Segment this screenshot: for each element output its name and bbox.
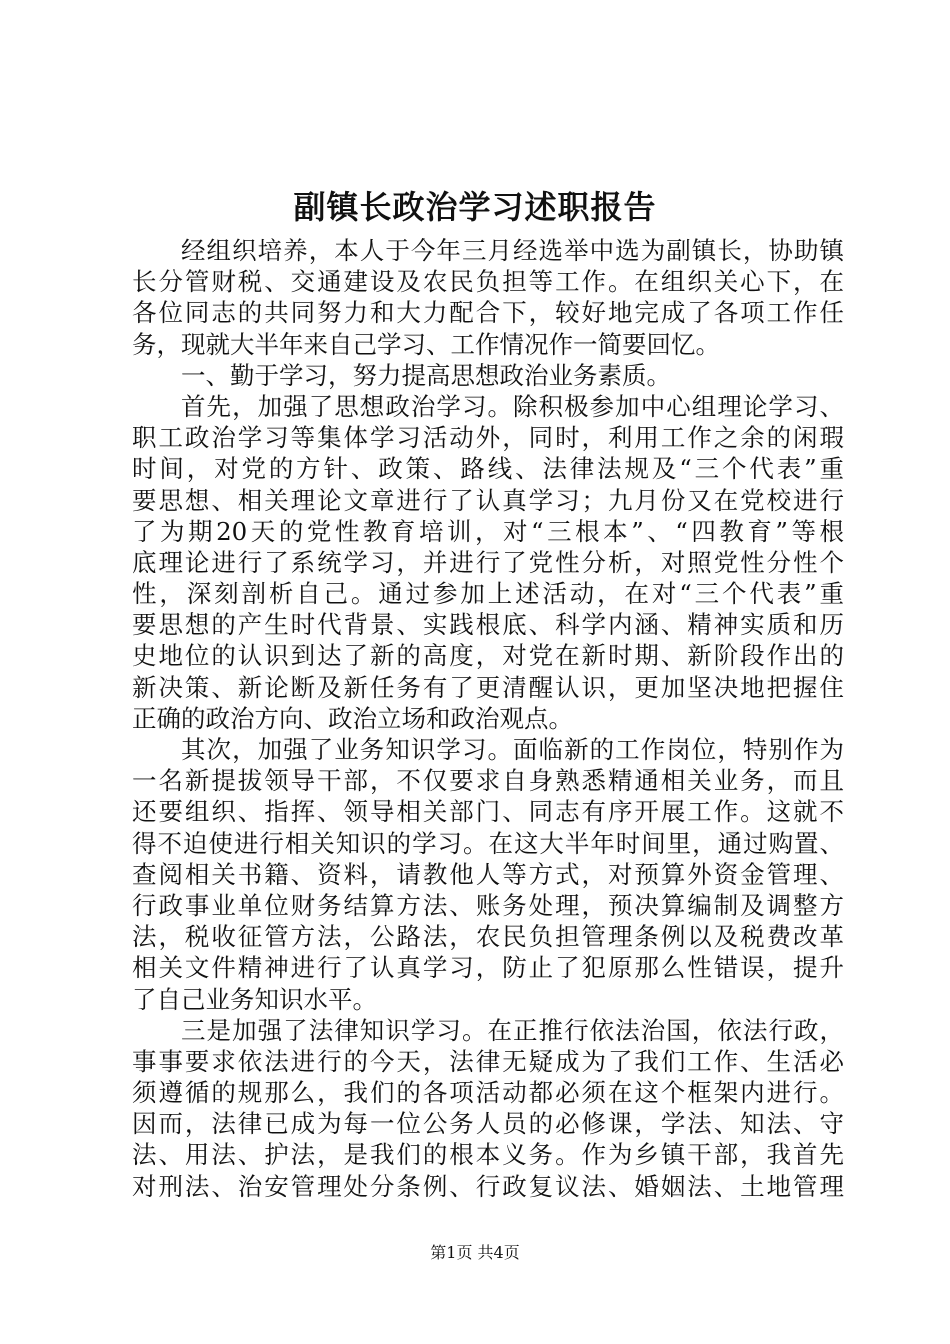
text-line: 对刑法、治安管理处分条例、行政复议法、婚姻法、土地管理 <box>132 1171 844 1201</box>
text-line: 正确的政治方向、政治立场和政治观点。 <box>132 703 573 733</box>
section-heading <box>132 360 844 391</box>
text-line: 查阅相关书籍、资料，请教他人等方式，对预算外资金管理、 <box>132 859 844 889</box>
text-line: 了为期20天的党性教育培训，对“三根本”、“四教育”等根 <box>132 516 844 546</box>
text-line: 须遵循的规那么，我们的各项活动都必须在这个框架内进行。 <box>132 1078 844 1108</box>
document-title: 副镇长政治学习述职报告 <box>293 188 657 226</box>
text-line: 要思想、相关理论文章进行了认真学习；九月份又在党校进行 <box>132 485 844 515</box>
text-line: 得不迫使进行相关知识的学习。在这大半年时间里，通过购置、 <box>132 828 844 858</box>
text-line: 因而，法律已成为每一位公务人员的必修课，学法、知法、守 <box>132 1109 844 1139</box>
text-line: 性，深刻剖析自己。通过参加上述活动，在对“三个代表”重 <box>132 579 844 609</box>
text-line: 还要组织、指挥、领导相关部门、同志有序开展工作。这就不 <box>132 797 844 827</box>
text-line: 三是加强了法律知识学习。在正推行依法治国，依法行政， <box>181 1015 844 1045</box>
text-line: 新决策、新论断及新任务有了更清醒认识，更加坚决地把握住 <box>132 672 844 702</box>
text-line: 法、用法、护法，是我们的根本义务。作为乡镇干部，我首先 <box>132 1140 844 1170</box>
text-line: 务，现就大半年来自己学习、工作情况作一简要回忆。 <box>132 329 720 359</box>
text-line: 长分管财税、交通建设及农民负担等工作。在组织关心下，在 <box>132 267 844 297</box>
paragraph-business-study <box>132 734 844 1015</box>
page-footer: 第1页 共4页 <box>430 1243 520 1262</box>
text-line: 一名新提拔领导干部，不仅要求自身熟悉精通相关业务，而且 <box>132 766 844 796</box>
text-line: 了自己业务知识水平。 <box>132 984 377 1014</box>
document-body <box>132 235 844 1202</box>
text-line: 首先，加强了思想政治学习。除积极参加中心组理论学习、 <box>181 391 844 421</box>
text-line: 要思想的产生时代背景、实践根底、科学内涵、精神实质和历 <box>132 610 844 640</box>
text-line: 法，税收征管方法，公路法，农民负担管理条例以及税费改革 <box>132 922 844 952</box>
text-line: 事事要求依法进行的今天，法律无疑成为了我们工作、生活必 <box>132 1046 844 1076</box>
paragraph-political-study <box>132 391 844 734</box>
text-line: 史地位的认识到达了新的高度，对党在新时期、新阶段作出的 <box>132 641 844 671</box>
text-line: 底理论进行了系统学习，并进行了党性分析，对照党性分性个 <box>132 547 844 577</box>
text-line: 行政事业单位财务结算方法、账务处理，预决算编制及调整方 <box>132 890 844 920</box>
text-line: 一、勤于学习，努力提高思想政治业务素质。 <box>181 360 671 390</box>
text-line: 相关文件精神进行了认真学习，防止了犯原那么性错误，提升 <box>132 953 844 983</box>
text-line: 经组织培养，本人于今年三月经选举中选为副镇长，协助镇 <box>181 236 844 265</box>
text-line: 职工政治学习等集体学习活动外，同时，利用工作之余的闲瑕 <box>132 423 844 453</box>
text-line: 时间，对党的方针、政策、路线、法律法规及“三个代表”重 <box>132 454 844 484</box>
paragraph-intro <box>132 235 844 360</box>
text-line: 其次，加强了业务知识学习。面临新的工作岗位，特别作为 <box>181 735 844 764</box>
paragraph-legal-study <box>132 1015 844 1202</box>
text-line: 各位同志的共同努力和大力配合下，较好地完成了各项工作任 <box>132 298 844 328</box>
